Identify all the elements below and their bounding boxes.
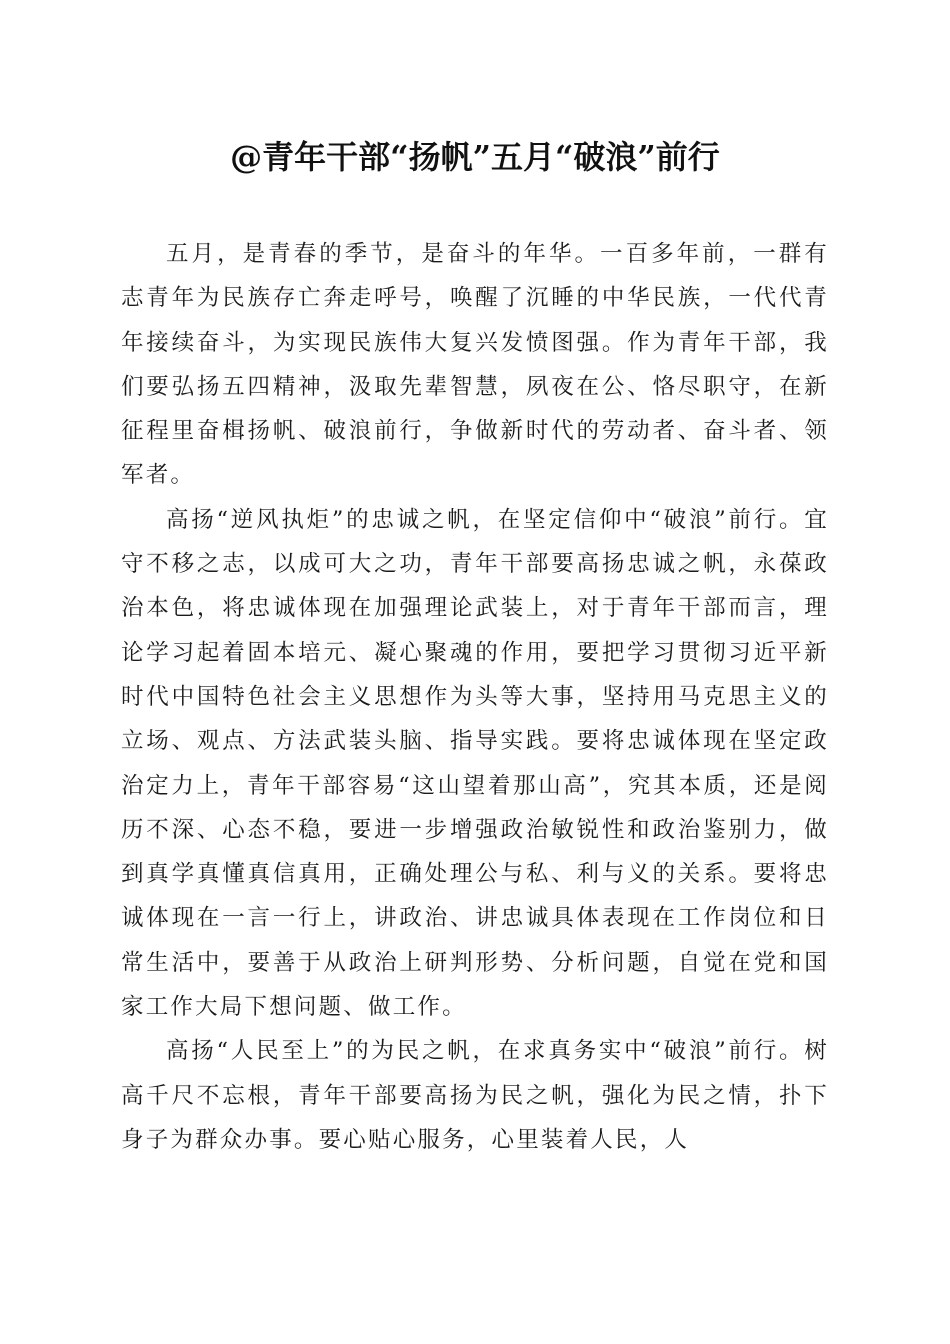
document-body [121, 232, 829, 1162]
document-title: @青年干部“扬帆”五月“破浪”前行 [230, 138, 720, 176]
paragraph-3: 高扬“人民至上”的为民之帆，在求真务实中“破浪”前行。树高千尺不忘根，青年干部要高扬为民之帆，强化为民之情，扑下身子为群众办事。要心贴心服务，心里装着人民，人 [121, 1038, 829, 1153]
paragraph-1: 五月，是青春的季节，是奋斗的年华。一百多年前，一群有志青年为民族存亡奔走呼号，唤醒了沉睡的中华民族，一代代青年接续奋斗，为实现民族伟大复兴发愤图强。作为青年干部，我们要弘扬五四精神，汲取先辈智慧，夙夜在公、恪尽职守，在新征程里奋楫扬帆、破浪前行，争做新时代的劳动者、奋斗者、领军者。 [121, 241, 829, 489]
paragraph-2: 高扬“逆风执炬”的忠诚之帆，在坚定信仰中“破浪”前行。宜守不移之志，以成可大之功，青年干部要高扬忠诚之帆，永葆政治本色，将忠诚体现在加强理论武装上，对于青年干部而言，理论学习起着固本培元、凝心聚魂的作用，要把学习贯彻习近平新时代中国特色社会主义思想作为头等大事，坚持用马克思主义的立场、观点、方法武装头脑、指导实践。要将忠诚体现在坚定政治定力上，青年干部容易“这山望着那山高”，究其本质，还是阅历不深、心态不稳，要进一步增强政治敏锐性和政治鉴别力，做到真学真懂真信真用，正确处理公与私、利与义的关系。要将忠诚体现在一言一行上，讲政治、讲忠诚具体表现在工作岗位和日常生活中，要善于从政治上研判形势、分析问题，自觉在党和国家工作大局下想问题、做工作。 [121, 506, 829, 1021]
